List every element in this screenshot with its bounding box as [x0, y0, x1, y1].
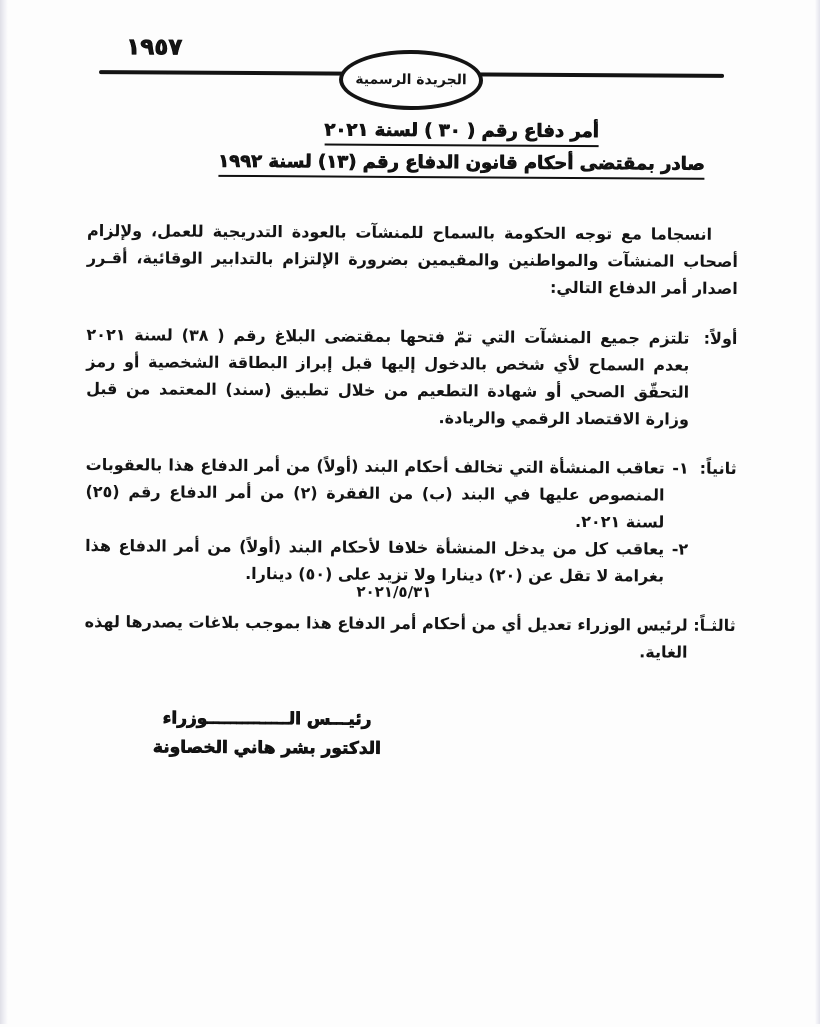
subclause-1-text: تعاقب المنشأة التي تخالف أحكام البند (أولاً) من أمر الدفاع هذا بالعقوبات المنصوص عليها في البند (ب) من الفقرة (٢) من أمر الدفاع رقم (٢٥) لسنة ٢٠٢١.	[85, 455, 665, 532]
gazette-label: الجريدة الرسمية	[355, 71, 467, 89]
signature-name: الدكتور بشر هاني الخصاونة	[152, 737, 381, 759]
clause-second-label: ثانياً:	[699, 458, 737, 478]
document-body	[84, 217, 738, 688]
subclause-2-number: ٢-	[671, 539, 689, 559]
document-title-block	[161, 118, 761, 186]
clause-third-label: ثالثـاً:	[693, 615, 736, 635]
signature-block	[114, 708, 420, 759]
document-title-line1: أمر دفاع رقم ( ٣٠ ) لسنة ٢٠٢١	[324, 119, 599, 147]
clause-second	[85, 451, 737, 590]
subclause-1-number: ١-	[672, 458, 689, 478]
subclause-2-text: يعاقب كل من يدخل المنشأة خلافا لأحكام البند (أولاً) من أمر الدفاع هذا بغرامة لا تقل عن (٢٠) دينارا ولا تزيد على (٥٠) دينارا.	[85, 536, 665, 586]
clause-third-text: لرئيس الوزراء تعديل أي من أحكام أمر الدفاع هذا بموجب بلاغات يصدرها لهذه الغاية.	[84, 612, 688, 662]
gazette-oval-badge	[339, 50, 483, 111]
clause-first-label: أولاً:	[703, 328, 738, 348]
clause-second-body	[85, 451, 689, 590]
issue-date: ٢٠٢١/٥/٣١	[356, 582, 432, 602]
document-title-line2: صادر بمقتضى أحكام قانون الدفاع رقم (١٣) لسنة ١٩٩٢	[218, 151, 705, 180]
subclause-1	[85, 451, 688, 536]
signature-title: رئيـــس الــــــــــــــوزراء	[162, 708, 372, 730]
clause-third	[84, 608, 735, 666]
intro-paragraph: انسجاما مع توجه الحكومة بالسماح للمنشآت بالعودة التدريجية للعمل، ولإلزام أصحاب المنشآت والمواطنين والمقيمين بضرورة الإلتزام بالتدابير الوقائية، أقـرر اصدار أمر الدفاع التالي:	[86, 221, 738, 298]
clause-first	[86, 321, 738, 433]
page-number: ١٩٥٧	[126, 34, 183, 61]
clause-first-text: تلتزم جميع المنشآت التي تمّ فتحها بمقتضى البلاغ رقم ( ٣٨) لسنة ٢٠٢١ بعدم السماح لأي شخص بالدخول إليها قبل إبراز البطاقة الشخصية أو رمز التحقّق الصحي أو شهادة التطعيم من خلال تطبيق (سند) المعتمد من قبل وزارة الاقتصاد الرقمي والريادة.	[86, 325, 690, 429]
